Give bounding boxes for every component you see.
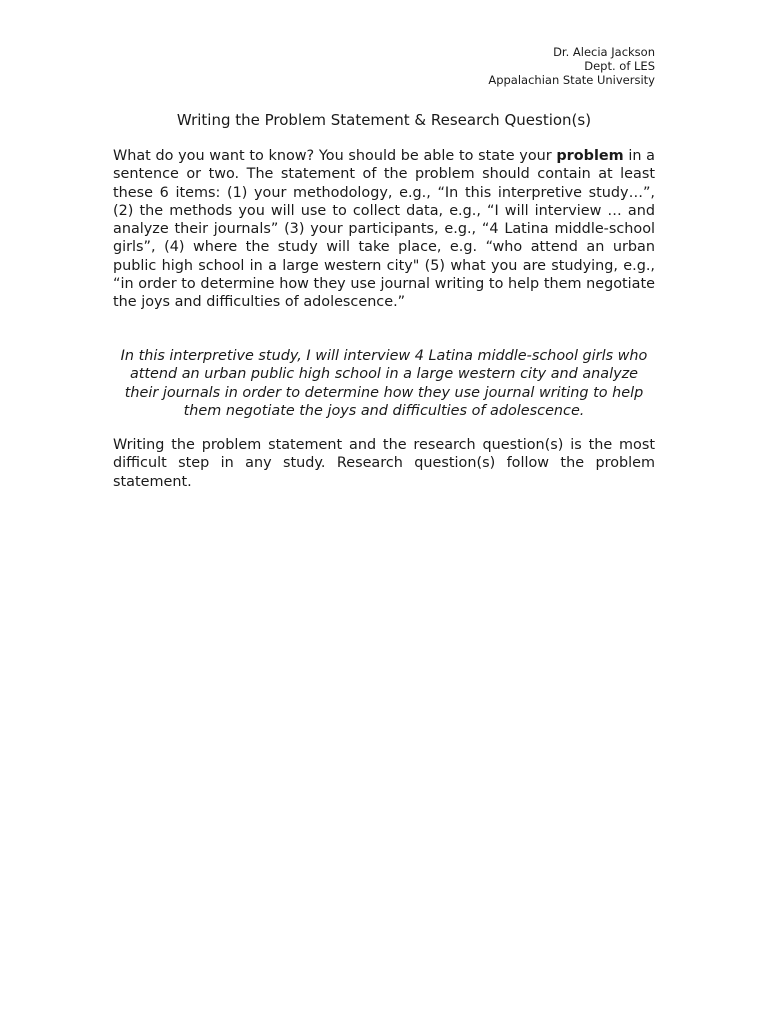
example-statement: In this interpretive study, I will interview 4 Latina middle-school girls who attend an urban public high school in a large western city and analyze their journals in order to determine how they use journal writing to help them negotiate the joys and difficulties of adolescence.: [120, 348, 648, 419]
author-department: Dept. of LES: [584, 59, 655, 73]
intro-text-end: in a sentence or two. The statement of the problem should contain at least these 6 items: (1) your methodology, e.g., “In this interpretive study…”, (2) the methods you will use to collect data, e.g., “I will interview … and analyze their journals” (3) your participants, e.g., “4 Latina middle-school girls”, (4) where the study will take place, e.g. “who attend an urban public high school in a large western city" (5) what you are studying, e.g., “in order to determine how they use journal writing to help them negotiate the joys and difficulties of adolescence.”: [113, 148, 656, 311]
intro-text-start: What do you want to know? You should be able to state your: [113, 148, 557, 164]
document-title: Writing the Problem Statement & Research Question(s): [176, 111, 592, 129]
closing-paragraph: Writing the problem statement and the research question(s) is the most difficult step in any study. Research question(s) follow the problem statement.: [113, 437, 655, 490]
author-block: [488, 45, 655, 87]
author-university: Appalachian State University: [488, 73, 655, 87]
intro-paragraph: [113, 147, 655, 312]
author-name: Dr. Alecia Jackson: [553, 45, 655, 59]
intro-bold-term: problem: [556, 148, 624, 164]
